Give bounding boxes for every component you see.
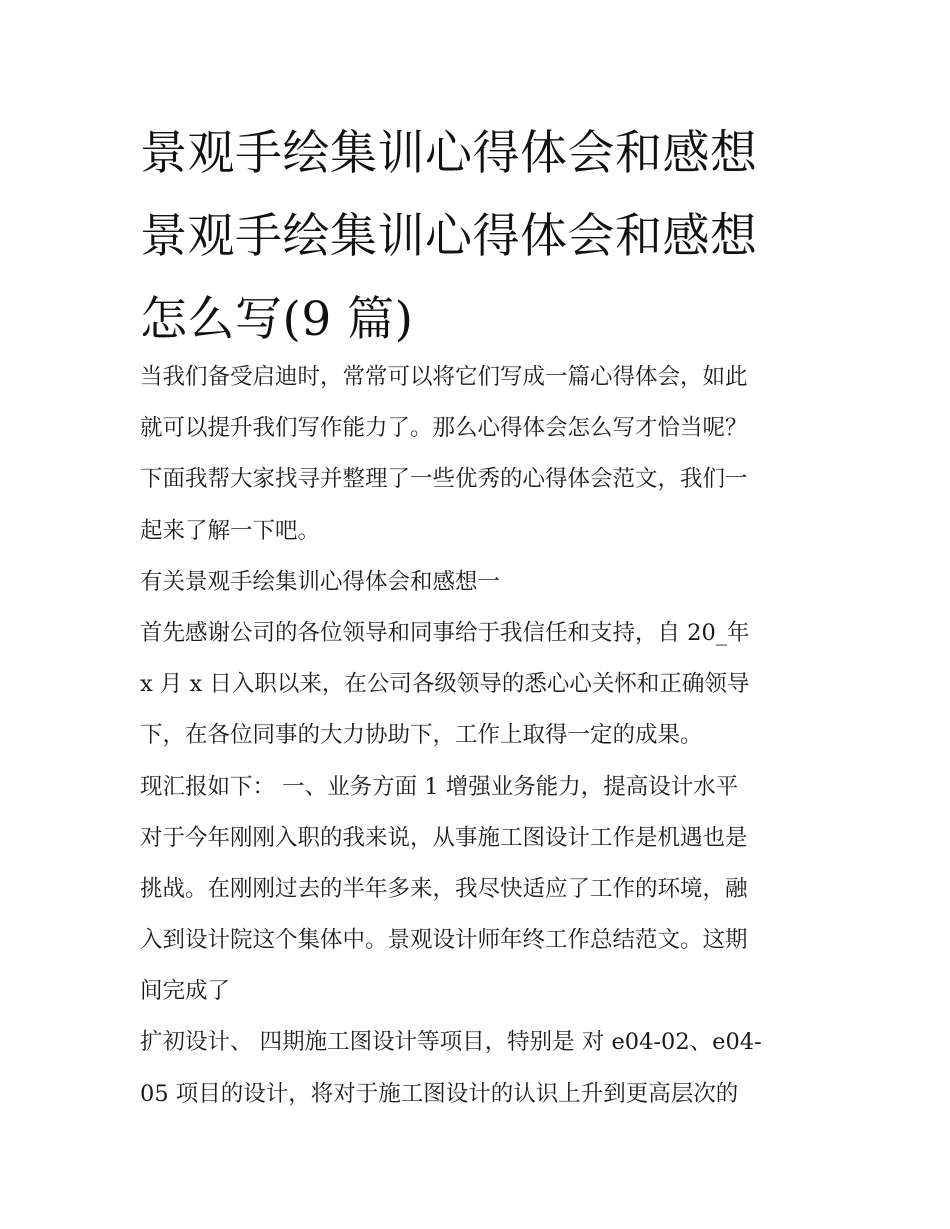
document-body (140, 352, 820, 1120)
body-line: 就可以提升我们写作能力了。那么心得体会怎么写才恰当呢？ (140, 415, 748, 442)
body-line: 05 项目的设计，将对于施工图设计的认识上升到更高层次的 (140, 1080, 739, 1107)
body-line: 挑战。在刚刚过去的半年多来，我尽快适应了工作的环境，融 (140, 875, 748, 902)
body-line: x 月 x 日入职以来，在公司各级领导的悉心心关怀和正确领导 (140, 671, 750, 698)
body-line: 当我们备受启迪时，常常可以将它们写成一篇心得体会，如此 (140, 364, 748, 390)
body-line: 起来了解一下吧。 (140, 517, 321, 544)
body-line: 下，在各位同事的大力协助下，工作上取得一定的成果。 (140, 722, 703, 749)
body-line: 间完成了 (140, 978, 231, 1005)
title-line: 怎么写(9 篇) (140, 292, 414, 347)
body-line: 入到设计院这个集体中。景观设计师年终工作总结范文。这期 (140, 927, 748, 954)
body-line: 下面我帮大家找寻并整理了一些优秀的心得体会范文，我们一 (140, 466, 748, 493)
document-title (140, 112, 830, 361)
section-heading: 有关景观手绘集训心得体会和感想一 (140, 568, 501, 595)
body-line: 首先感谢公司的各位领导和同事给于我信任和支持，自 20_年 (140, 619, 750, 646)
title-line: 景观手绘集训心得体会和感想 (140, 209, 758, 264)
body-line: 现汇报如下： 一、业务方面 1 增强业务能力，提高设计水平 (140, 773, 739, 800)
title-line: 景观手绘集训心得体会和感想 (140, 126, 758, 181)
body-line: 对于今年刚刚入职的我来说，从事施工图设计工作是机遇也是 (140, 824, 748, 851)
body-line: 扩初设计、 四期施工图设计等项目，特别是 对 e04-02、e04- (140, 1029, 762, 1056)
